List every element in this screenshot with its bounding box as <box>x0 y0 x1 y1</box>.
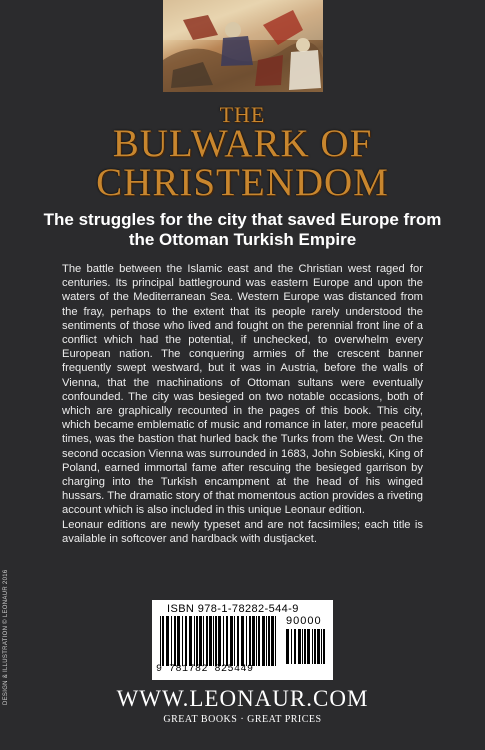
design-credit: DESIGN & ILLUSTRATION © LEONAUR 2016 <box>3 569 9 705</box>
blurb-edition-note: Leonaur editions are newly typeset and are not facsimiles; each title is available in softcover and hardback with dustjacket. <box>62 518 423 545</box>
isbn-number: ISBN 978-1-78282-544-9 <box>167 603 299 615</box>
price-code: 90000 <box>286 615 322 627</box>
title-the: THE <box>219 102 266 127</box>
ean-digits: 9 781782 825449 <box>156 664 254 675</box>
cover-illustration <box>163 0 323 92</box>
subtitle: The struggles for the city that saved Europe from the Ottoman Turkish Empire <box>43 210 442 249</box>
barcode-bars <box>160 616 280 666</box>
blurb-paragraph: The battle between the Islamic east and the Christian west raged for centuries. Its principal battleground was eastern Europe and upon the waters of the Mediterranean Sea. Western Europe was distanced from the fray, perhaps to the extent that its people rarely understood the sentiments of those who lived and fought on the perennial front line of a conflict which had the potential, if unchecked, to overwhelm every European nation. The conquering armies of the crescent banner frequently swept westward, but it was in Austria, before the walls of Vienna, that the machinations of Ottoman sultans were eventually confounded. The city was besieged on two notable occasions, both of which are graphically recounted in the pages of this book. This city, which became emblematic of music and romance in later, more peaceful times, was the bastion that hurled back the Turks from the West. On the second occasion Vienna was surrounded in 1683, John Sobieski, King of Poland, earned immortal fame after rescuing the besieged garrison by charging into the Turkish encampment at the head of his winged hussars. The dramatic story of that momentous action provides a riveting account which is also included in this unique Leonaur edition. <box>62 263 423 517</box>
title-line-2: CHRISTENDOM <box>96 161 389 204</box>
publisher-url[interactable]: WWW.LEONAUR.COM <box>116 686 369 711</box>
publisher-tagline: GREAT BOOKS · GREAT PRICES <box>163 714 322 725</box>
isbn-barcode <box>152 600 333 680</box>
back-cover-blurb <box>62 262 423 546</box>
title-line-1: BULWARK OF <box>112 122 373 165</box>
barcode-addon-bars <box>286 629 328 664</box>
